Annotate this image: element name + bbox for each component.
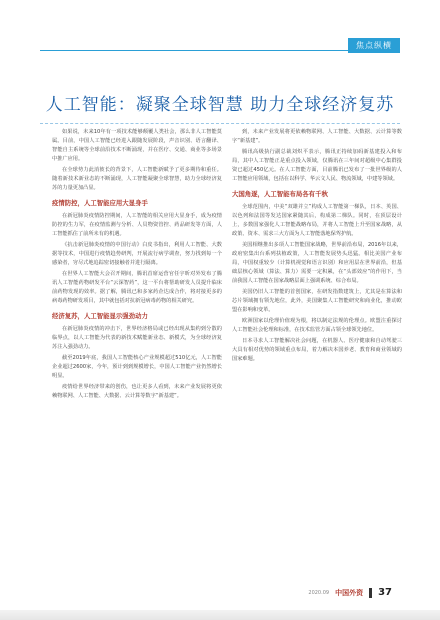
paragraph: 全球范围内，中美“双雄并立”构成人工智能第一梯队，日本、英国、以色列和法国等发达国家紧随其后，构成第二梯队。同时，在顶层设计上，多数国家强化人工智能战略布局，并将人工智能上升至国家战略，从政策、资本、需求三大方面为人工智能落地保驾护航。 — [232, 204, 402, 237]
paragraph: 截至2019年底，我国人工智能核心产业规模超过510亿元，人工智能企业超过2600家，今年，预计到到规模增长，中国人工智能产业仍然增长明显。 — [52, 355, 222, 379]
left-column — [52, 128, 222, 403]
magazine-logo: 中国外资 — [335, 587, 364, 597]
footer-bar — [369, 588, 372, 598]
header-rule — [40, 50, 400, 51]
paragraph: 腾讯高级执行副总裁刘炽平表示，腾讯正持续加码新基建投入和布局，其中人工智能正是重点投入领域，仅腾讯在三年间对超级中心集群投资已超过450亿元。在人工智能方面，目前腾讯已发布了一批世界级的人工智能应用领域，包括在以科学、华云文人民、物流领域，中建等领域。 — [232, 149, 402, 182]
paragraph: 到，未来产业发展将更依赖物联网、人工智能、大数据、云计算等数字“新基建”。 — [232, 129, 402, 144]
paragraph: 美国相继推出多项人工智能国家战略，世界前沿布局，2016年以来，政府密集出台系列扶植政策，人工智能发展势头迅猛。相比美国产业布局，中国权重较少（计算机视觉和语言识别）和应用层在世界前沿，但基础层核心领域（算法、算力）需要一定积累，在“头部效应”的作用下，当前我国人工智能在国家战略层面上强调系统、综合布局。 — [232, 242, 402, 284]
section-heading: 大国角逐，人工智能布局各有千秋 — [232, 190, 328, 198]
issue-date: 2020.09 — [308, 589, 330, 596]
paragraph: 《抗击新冠肺炎疫情的中国行动》白皮书指出，利用人工智能、大数据等技术，中国进行疫情趋势研判，开展流行病学调查，努力找到每一个感染者，穷尽式地追踪密切接触者并进行隔离。 — [52, 242, 222, 266]
paragraph: 在世界人工智能大会召开期间，腾讯首席运营官任宇昕对外发布了腾讯人工智能药物研发平台“云深智药”，这一平台将帮助研发人员提升临床前药物发现的效率。据了解，腾讯已和多家药企达成合作，将对接更多的病毒药物研发项目，其中就包括对抗新冠病毒药物的相关研究。 — [52, 271, 222, 304]
section-heading: 经济复苏，人工智能显示强劲动力 — [52, 312, 148, 320]
paragraph: 如果说，未来10年有一项技术能够颠覆人类社会，那么非人工智能莫属。目前，中国人工智能已经进入跟随发展阶段，声音识别、语言翻译、智能自主系统等全球前沿技术不断涌现，并在医疗、交通、商业等多场景中推广应用。 — [52, 129, 222, 162]
title-divider — [40, 123, 400, 124]
section-heading: 疫情防控，人工智能应用大显身手 — [52, 199, 148, 207]
paragraph: 欧洲国家以伦理价值观为根，将以制定法规的伦理点。欧盟注重探讨人工智能社会伦理和标准，在技术监管方面占领全球领先地位。 — [232, 318, 402, 333]
bottom-strip — [0, 610, 440, 620]
section-tag: 焦点纵横 — [348, 38, 400, 53]
page-footer — [308, 587, 392, 598]
paragraph: 在新冠肺炎疫情防控期间，人工智能的相关应用大显身手，成为疫情防控的生力军，在疫情监测与分析、人员物资管控、药品研发等方面，人工智能抓住了前所未有的机遇。 — [52, 213, 222, 237]
paragraph: 疫情给世界经济带来的创伤，也让更多人看到，未来产业发展将更依赖物联网、人工智能、大数据、云计算等数字“新基建”。 — [52, 384, 222, 399]
page-number: 37 — [378, 587, 392, 598]
paragraph: 美国仍旧人工智能的首创国家，在研发指数建筑上，尤其是在算法和芯片领域拥有领先地位，此外，美国聚集人工智能研究和商业化，推动欧盟在影响和变革。 — [232, 289, 402, 313]
right-column — [232, 128, 402, 366]
paragraph: 日本寻求人工智能解决社会问题，在机器人、医疗健康和自动驾驶三大具有相对优势的领域重点布局，着力解决本国养老、教育和商业领域的国家难题。 — [232, 338, 402, 362]
paragraph: 在全球势力此消彼长的背景下，人工智能新赋予了更多期待和重任。随着新技术新业态的不断涌现，人工智能凝聚全球智慧，助力全球经济复苏的力量更加凸显。 — [52, 167, 222, 191]
paragraph: 在新冠肺炎疫情的冲击下，世界经济格局或已经出现从集约到分散的临界点，以人工智能为代表的新技术赋能新业态、新模式，为全球经济复苏注入强劲动力。 — [52, 326, 222, 350]
article-title: 人工智能：凝聚全球智慧 助力全球经济复苏 — [45, 95, 395, 115]
